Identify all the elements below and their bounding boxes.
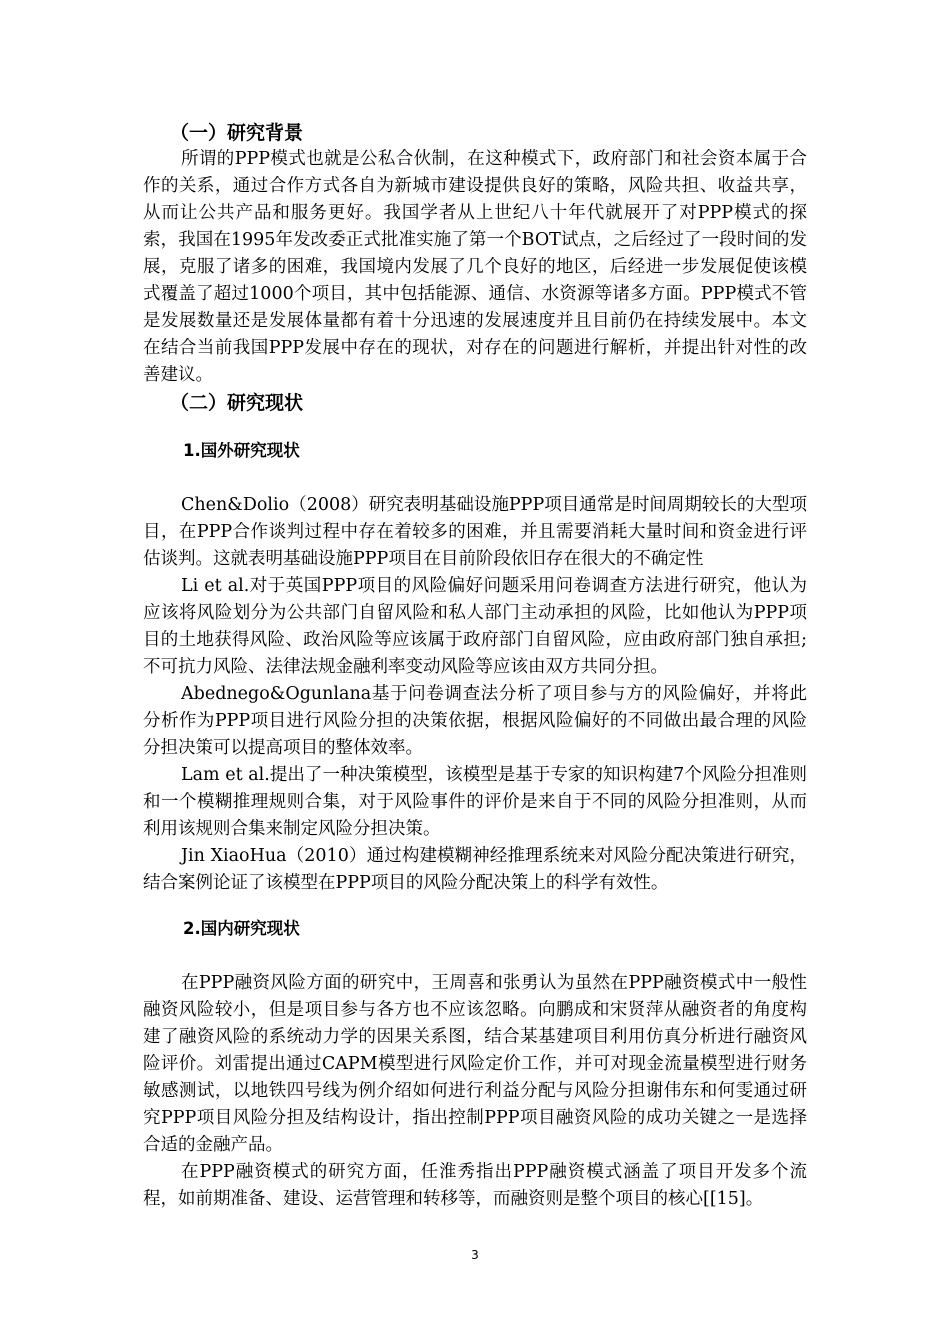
foreign-paragraph: Chen&Dolio（2008）研究表明基础设施PPP项目通常是时间周期较长的大型项目，在PPP合作谈判过程中存在着较多的困难，并且需要消耗大量时间和资金进行评估谈判。这就表明基础设施PPP项目在目前阶段依旧存在很大的不确定性 [143,495,807,569]
subheading-domestic-research: 2.国内研究现状 [183,919,300,938]
domestic-paragraph: 在PPP融资模式的研究方面，任淮秀指出PPP融资模式涵盖了项目开发多个流程，如前期准备、建设、运营管理和转移等，而融资则是整个项目的核心[[15]。 [143,1162,807,1209]
foreign-paragraph: Abednego&Ogunlana基于问卷调查法分析了项目参与方的风险偏好，并将此分析作为PPP项目进行风险分担的决策依据，根据风险偏好的不同做出最合理的风险分担决策可以提高项目的整体效率。 [143,684,807,758]
section-heading-status: （二）研究现状 [170,392,304,414]
page-number: 3 [471,1248,479,1262]
section-heading-background: （一）研究背景 [170,122,304,144]
foreign-research-block [143,492,807,897]
background-paragraph-block [143,146,807,389]
foreign-paragraph: Jin XiaoHua（2010）通过构建模糊神经推理系统来对风险分配决策进行研究，结合案例论证了该模型在PPP项目的风险分配决策上的科学有效性。 [143,846,807,893]
domestic-research-block [143,970,807,1213]
domestic-paragraph: 在PPP融资风险方面的研究中，王周喜和张勇认为虽然在PPP融资模式中一般性融资风险较小，但是项目参与各方也不应该忽略。向鹏成和宋贤萍从融资者的角度构建了融资风险的系统动力学的因果关系图，结合某基建项目利用仿真分析进行融资风险评价。刘雷提出通过CAPM模型进行风险定价工作，并可对现金流量模型进行财务敏感测试，以地铁四号线为例介绍如何进行利益分配与风险分担谢伟东和何雯通过研究PPP项目风险分担及结构设计，指出控制PPP项目融资风险的成功关键之一是选择合适的金融产品。 [143,973,807,1155]
foreign-paragraph: Li et al.对于英国PPP项目的风险偏好问题采用问卷调查方法进行研究，他认为应该将风险划分为公共部门自留风险和私人部门主动承担的风险，比如他认为PPP项目的土地获得风险、政治风险等应该属于政府部门自留风险，应由政府部门独自承担;不可抗力风险、法律法规金融利率变动风险等应该由双方共同分担。 [143,576,807,677]
subheading-foreign-research: 1.国外研究现状 [183,441,300,460]
background-paragraph: 所谓的PPP模式也就是公私合伙制，在这种模式下，政府部门和社会资本属于合作的关系，通过合作方式各自为新城市建设提供良好的策略，风险共担、收益共享，从而让公共产品和服务更好。我国学者从上世纪八十年代就展开了对PPP模式的探索，我国在1995年发改委正式批准实施了第一个BOT试点，之后经过了一段时间的发展，克服了诸多的困难，我国境内发展了几个良好的地区，后经进一步发展促使该模式覆盖了超过1000个项目，其中包括能源、通信、水资源等诸多方面。PPP模式不管是发展数量还是发展体量都有着十分迅速的发展速度并且目前仍在持续发展中。本文在结合当前我国PPP发展中存在的现状，对存在的问题进行解析，并提出针对性的改善建议。 [143,149,807,385]
foreign-paragraph: Lam et al.提出了一种决策模型，该模型是基于专家的知识构建7个风险分担准则和一个模糊推理规则合集，对于风险事件的评价是来自于不同的风险分担准则，从而利用该规则合集来制定风险分担决策。 [143,765,807,839]
